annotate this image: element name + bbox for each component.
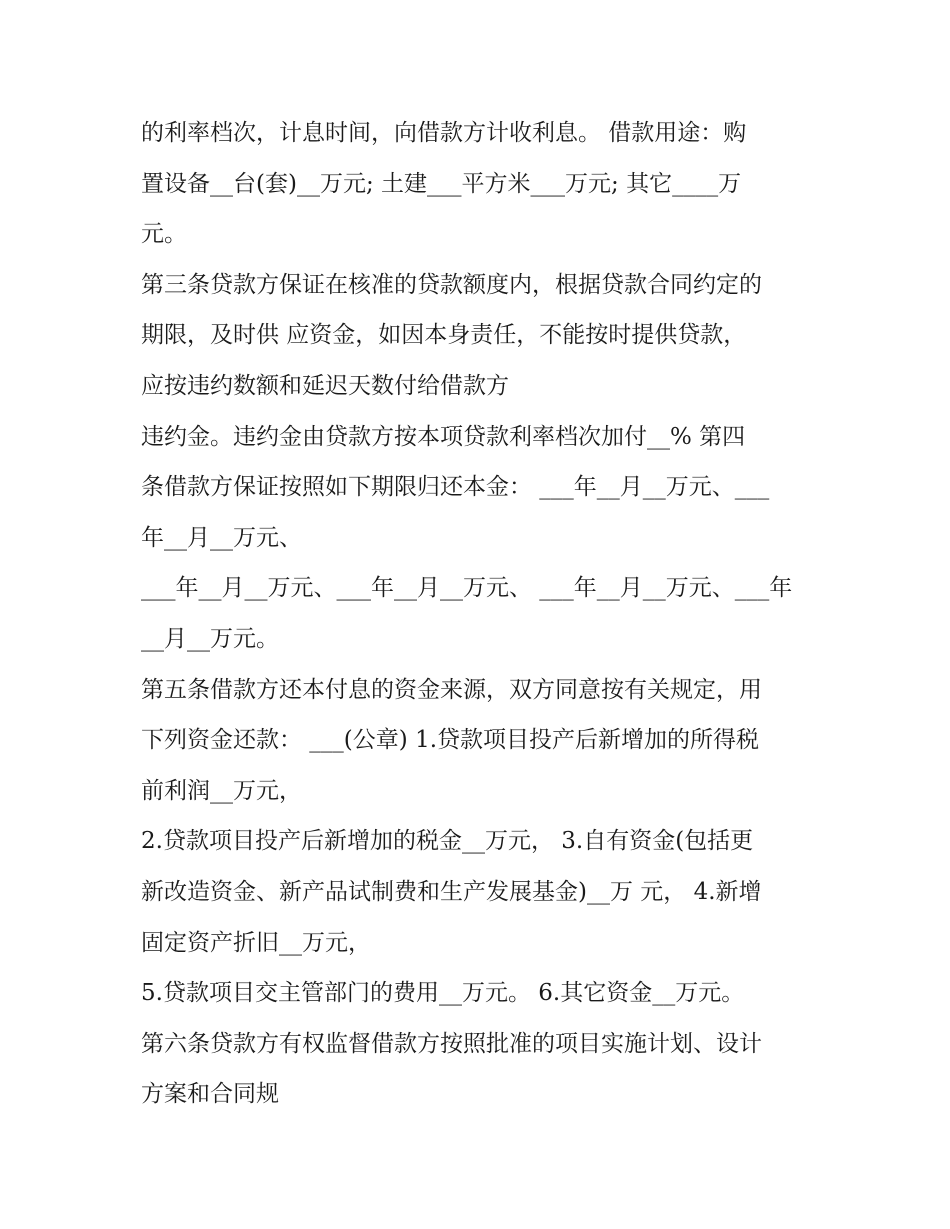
text-line: 年__月__万元、 (141, 524, 302, 551)
text-line: __月__万元。 (141, 625, 279, 652)
text-line: 的利率档次，计息时间，向借款方计收利息。 借款用途：购 (141, 120, 747, 146)
text-line: 5.贷款项目交主管部门的费用__万元。 6.其它资金__万元。 (141, 980, 745, 1007)
text-line: ___年__月__万元、___年__月__万元、 ___年__月__万元、___年 (141, 575, 793, 602)
text-line: 前利润__万元， (141, 777, 302, 804)
text-line: 第三条贷款方保证在核准的贷款额度内，根据贷款合同约定的 (141, 271, 762, 298)
text-line: 期限，及时供 应资金，如因本身责任，不能按时提供贷款， (141, 322, 747, 349)
text-line: 第五条借款方还本付息的资金来源，双方同意按有关规定，用 (141, 676, 762, 703)
text-line: 方案和合同规 (141, 1081, 279, 1108)
text-line: 应按违约数额和延迟天数付给借款方 (141, 372, 509, 399)
text-line: 2.贷款项目投产后新增加的税金__万元， 3.自有资金(包括更 (141, 828, 754, 855)
text-line: 置设备__台(套)__万元; 土建___平方米___万元; 其它____万 (141, 170, 742, 197)
document-body (141, 108, 821, 1120)
text-line: 违约金。违约金由贷款方按本项贷款利率档次加付__% 第四 (141, 423, 746, 450)
text-line: 固定资产折旧__万元， (141, 929, 371, 956)
text-line: 条借款方保证按照如下期限归还本金： ___年__月__万元、___ (141, 474, 770, 501)
text-line: 元。 (141, 221, 187, 248)
text-line: 新改造资金、新产品试制费和生产发展基金)__万 元， 4.新增 (141, 878, 762, 905)
text-line: 第六条贷款方有权监督借款方按照批准的项目实施计划、设计 (141, 1030, 762, 1057)
text-line: 下列资金还款： ___(公章) 1.贷款项目投产后新增加的所得税 (141, 727, 760, 754)
